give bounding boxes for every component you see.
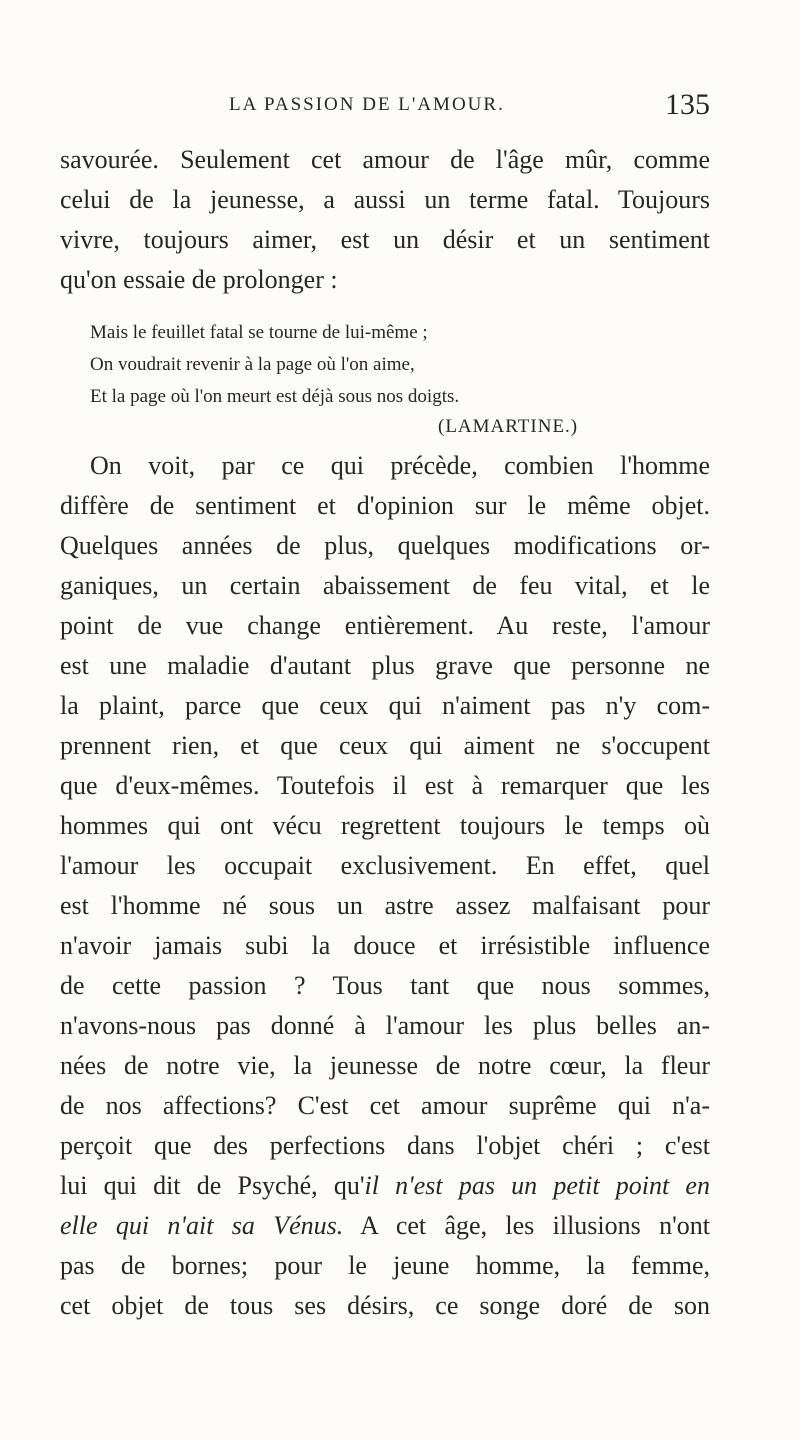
text-line: qu'on essaie de prolonger :: [60, 265, 338, 294]
text-line: de nos affections? C'est cet amour suprême qui n'a-: [60, 1091, 710, 1120]
poem-attribution: (LAMARTINE.): [438, 416, 579, 437]
page-number: 135: [665, 88, 710, 121]
main-paragraph: [60, 446, 710, 1326]
text-line: [60, 1206, 710, 1246]
text-line: ganiques, un certain abaissement de feu vital, et le: [60, 571, 710, 600]
poem-quotation: [90, 317, 710, 413]
text-line: est une maladie d'autant plus grave que personne ne: [60, 651, 710, 680]
text-line: savourée. Seulement cet amour de l'âge mûr, comme: [60, 145, 710, 174]
text-line: cet objet de tous ses désirs, ce songe doré de son: [60, 1291, 710, 1320]
text-line: [60, 1166, 710, 1206]
text-line: n'avoir jamais subi la douce et irrésistible influence: [60, 931, 710, 960]
text-line: pas de bornes; pour le jeune homme, la femme,: [60, 1251, 710, 1280]
running-title: LA PASSION DE L'AMOUR.: [229, 94, 505, 115]
text-span: lui qui dit de Psyché, qu': [60, 1171, 365, 1200]
poem-line: On voudrait revenir à la page où l'on aime,: [90, 354, 415, 375]
text-line: celui de la jeunesse, a aussi un terme fatal. Toujours: [60, 185, 710, 214]
poem-line: Mais le feuillet fatal se tourne de lui-même ;: [90, 322, 428, 343]
text-line: Quelques années de plus, quelques modifications or-: [60, 531, 710, 560]
text-line: l'amour les occupait exclusivement. En effet, quel: [60, 851, 710, 880]
text-line: la plaint, parce que ceux qui n'aiment pas n'y com-: [60, 691, 710, 720]
text-line: prennent rien, et que ceux qui aiment ne s'occupent: [60, 731, 710, 760]
text-line: diffère de sentiment et d'opinion sur le même objet.: [60, 491, 710, 520]
intro-paragraph: [60, 140, 710, 300]
italic-span: elle qui n'ait sa Vénus.: [60, 1211, 344, 1240]
text-line: n'avons-nous pas donné à l'amour les plus belles an-: [60, 1011, 710, 1040]
text-line: nées de notre vie, la jeunesse de notre cœur, la fleur: [60, 1051, 710, 1080]
text-span: A cet âge, les illusions n'ont: [343, 1211, 710, 1240]
text-line: de cette passion ? Tous tant que nous sommes,: [60, 971, 710, 1000]
poem-line: Et la page où l'on meurt est déjà sous nos doigts.: [90, 386, 460, 407]
running-head: [229, 88, 710, 128]
text-line: point de vue change entièrement. Au reste, l'amour: [60, 611, 710, 640]
italic-span: il n'est pas un petit point en: [364, 1171, 710, 1200]
text-line: On voit, par ce qui précède, combien l'homme: [90, 451, 710, 480]
text-line: que d'eux-mêmes. Toutefois il est à remarquer que les: [60, 771, 710, 800]
text-line: perçoit que des perfections dans l'objet chéri ; c'est: [60, 1131, 710, 1160]
text-line: hommes qui ont vécu regrettent toujours le temps où: [60, 811, 710, 840]
text-line: vivre, toujours aimer, est un désir et un sentiment: [60, 225, 710, 254]
text-line: est l'homme né sous un astre assez malfaisant pour: [60, 891, 710, 920]
